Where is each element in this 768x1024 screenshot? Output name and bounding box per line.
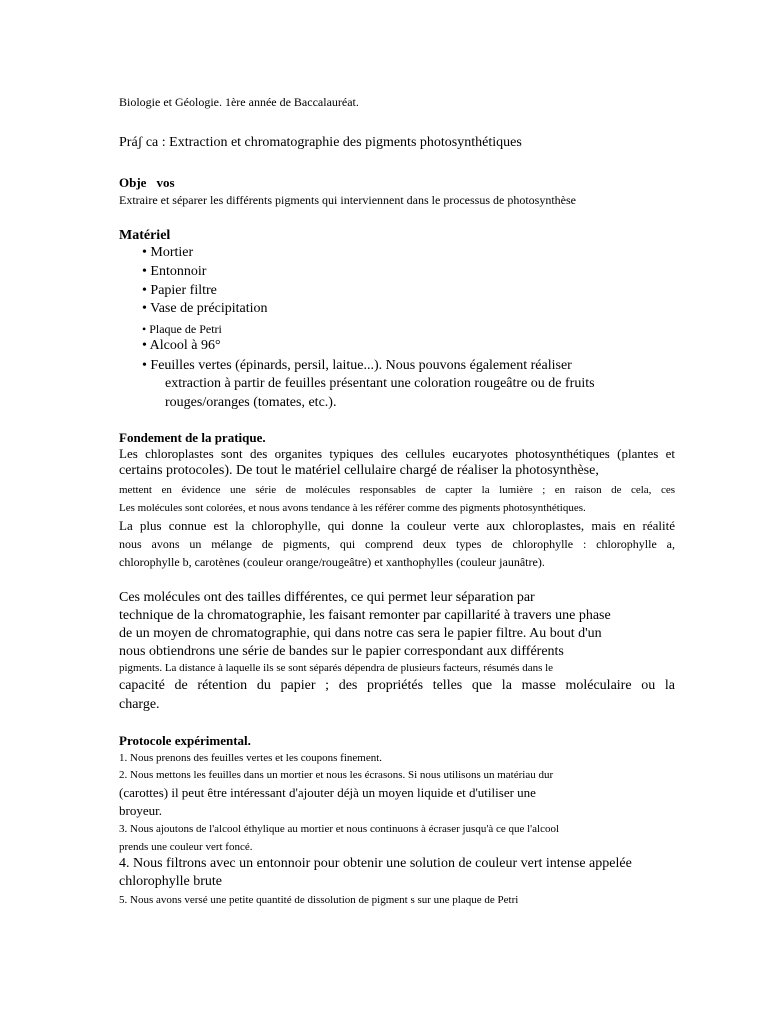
fondement-para2-line: capacité de rétention du papier ; des propriétés telles que la masse moléculaire ou la	[119, 678, 675, 693]
protocole-step: (carottes) il peut être intéressant d'ajouter déjà un moyen liquide et d'utiliser une	[119, 785, 536, 800]
protocole-step: chlorophylle brute	[119, 874, 223, 889]
material-item: • Vase de précipitation	[142, 301, 268, 316]
materials-heading: Matériel	[119, 228, 171, 243]
fondement-line: La plus connue est la chlorophylle, qui donne la couleur verte aux chloroplastes, mais en réalité	[119, 518, 675, 533]
protocole-step: 2. Nous mettons les feuilles dans un mortier et nous les écrasons. Si nous utilisons un matériau dur	[119, 769, 554, 781]
material-item-continuation: extraction à partir de feuilles présentant une coloration rougeâtre ou de fruits	[165, 376, 595, 391]
material-item-continuation: rouges/oranges (tomates, etc.).	[165, 395, 337, 410]
fondement-line: chlorophylle b, carotènes (couleur orange/rougeâtre) et xanthophylles (couleur jaunâtre).	[119, 555, 545, 569]
document-header: Biologie et Géologie. 1ère année de Baccalauréat.	[119, 95, 359, 109]
fondement-para2-line: nous obtiendrons une série de bandes sur le papier correspondant aux différents	[119, 644, 564, 659]
protocole-step: 1. Nous prenons des feuilles vertes et les coupons finement.	[119, 752, 383, 764]
material-item: • Papier filtre	[142, 283, 217, 298]
fondement-line: Les chloroplastes sont des organites typiques des cellules eucaryotes photosynthétiques (plantes et	[119, 446, 675, 461]
protocole-step: broyeur.	[119, 803, 162, 818]
objectives-text: Extraire et séparer les différents pigments qui interviennent dans le processus de photosynthèse	[119, 193, 576, 207]
material-item: • Entonnoir	[142, 264, 207, 279]
fondement-para2-line: de un moyen de chromatographie, qui dans notre cas sera le papier filtre. Au bout d'un	[119, 626, 602, 641]
material-item: • Feuilles vertes (épinards, persil, laitue...). Nous pouvons également réaliser	[142, 358, 572, 373]
document-title: Práʃ ca : Extraction et chromatographie des pigments photosynthétiques	[119, 135, 522, 150]
protocole-heading: Protocole expérimental.	[119, 733, 251, 748]
fondement-heading: Fondement de la pratique.	[119, 430, 266, 445]
fondement-para2-line: pigments. La distance à laquelle ils se sont séparés dépendra de plusieurs facteurs, résumés dans le	[119, 662, 554, 674]
protocole-step: 5. Nous avons versé une petite quantité de dissolution de pigment s sur une plaque de Petri	[119, 894, 519, 906]
fondement-line: mettent en évidence une série de molécules responsables de capter la lumière ; en raison de cela, ces	[119, 484, 675, 496]
fondement-para2-line: charge.	[119, 697, 160, 712]
objectives-heading: Obje vos	[119, 175, 175, 190]
fondement-line: nous avons un mélange de pigments, qui comprend deux types de chlorophylle : chlorophylle a,	[119, 537, 675, 551]
protocole-step: 4. Nous filtrons avec un entonnoir pour obtenir une solution de couleur vert intense appelée	[119, 856, 632, 871]
material-item: • Alcool à 96°	[142, 338, 221, 353]
protocole-step: 3. Nous ajoutons de l'alcool éthylique au mortier et nous continuons à écraser jusqu'à ce que l'alcool	[119, 823, 560, 835]
material-item: • Plaque de Petri	[142, 322, 222, 336]
material-item: • Mortier	[142, 245, 194, 260]
fondement-para2-line: Ces molécules ont des tailles différentes, ce qui permet leur séparation par	[119, 590, 535, 605]
protocole-step: prends une couleur vert foncé.	[119, 841, 253, 853]
fondement-para2-line: technique de la chromatographie, les faisant remonter par capillarité à travers une phase	[119, 608, 611, 623]
fondement-line: certains protocoles). De tout le matériel cellulaire chargé de réaliser la photosynthèse,	[119, 463, 599, 478]
fondement-line: Les molécules sont colorées, et nous avons tendance à les référer comme des pigments photosynthétiques.	[119, 502, 586, 514]
